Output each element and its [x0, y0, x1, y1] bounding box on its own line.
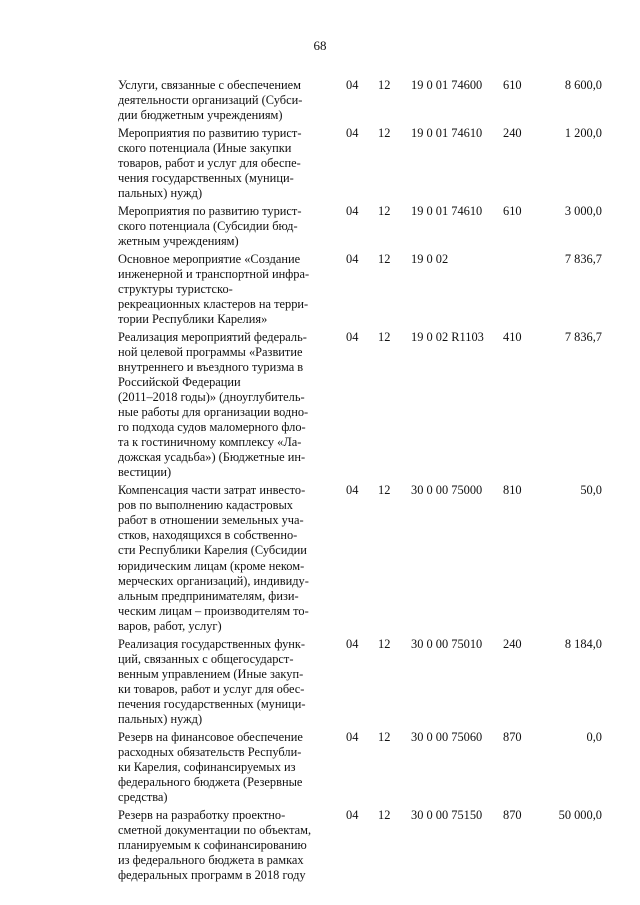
description-line: Мероприятия по развитию турист- — [118, 125, 302, 140]
expense-type-code: 610 — [503, 78, 522, 92]
section-code: 04 — [346, 203, 359, 218]
description-line: средства) — [118, 790, 168, 805]
description-line: ной целевой программы «Развитие — [118, 344, 303, 359]
description-line: Реализация мероприятий федераль- — [118, 329, 307, 344]
row-description — [118, 637, 343, 728]
expense-type-code: 870 — [503, 729, 522, 744]
subsection-code: 12 — [378, 729, 391, 744]
description-line: товаров, работ и услуг для обеспе- — [118, 155, 301, 170]
row-description — [118, 78, 343, 123]
description-line: структуры туристско- — [118, 281, 233, 296]
description-line: Услуги, связанные с обеспечением — [118, 78, 301, 92]
amount-value: 0,0 — [586, 729, 602, 744]
subsection-code: 12 — [378, 251, 391, 266]
description-line: го подхода судов маломерного фло- — [118, 420, 306, 435]
description-line: жетным учреждениям) — [118, 233, 239, 248]
description-line: альным предпринимателям, физи- — [118, 588, 299, 603]
expense-type-code: 240 — [503, 636, 522, 651]
description-line: дожская усадьба») (Бюджетные ин- — [118, 450, 306, 465]
description-line: та к гостиничному комплексу «Ла- — [118, 435, 302, 450]
amount-value: 3 000,0 — [564, 203, 602, 218]
amount-value: 50 000,0 — [558, 807, 602, 822]
target-article-code: 19 0 01 74610 — [411, 203, 483, 218]
description-line: чения государственных (муници- — [118, 171, 294, 186]
description-line: планируемым к софинансированию — [118, 837, 307, 852]
description-line: сметной документации по объектам, — [118, 822, 312, 837]
description-line: ные работы для организации водно- — [118, 405, 309, 420]
section-code: 04 — [346, 636, 359, 651]
target-article-code: 19 0 02 — [411, 251, 449, 266]
description-line: ческим лицам – производителям то- — [118, 603, 309, 618]
description-line: (2011–2018 годы)» (дноуглубитель- — [118, 389, 305, 404]
description-line: федеральных программ в 2018 году — [118, 868, 306, 883]
description-line: Мероприятия по развитию турист- — [118, 203, 302, 218]
amount-value: 50,0 — [580, 483, 602, 498]
expense-type-code: 810 — [503, 483, 522, 498]
expense-type-code: 410 — [503, 329, 522, 344]
description-line: варов, работ, услуг) — [118, 618, 222, 633]
description-line: ского потенциала (Субсидии бюд- — [118, 218, 298, 233]
description-line: расходных обязательств Республи- — [118, 744, 302, 759]
amount-value: 7 836,7 — [564, 251, 602, 266]
description-line: мерческих организаций), индивиду- — [118, 573, 309, 588]
subsection-code: 12 — [378, 78, 391, 92]
target-article-code: 19 0 01 74600 — [411, 78, 483, 92]
section-code: 04 — [346, 125, 359, 140]
description-line: ров по выполнению кадастровых — [118, 498, 293, 513]
description-line: тории Республики Карелия» — [118, 311, 268, 326]
description-line: инженерной и транспортной инфра- — [118, 266, 310, 281]
amount-value: 8 184,0 — [564, 636, 602, 651]
section-code: 04 — [346, 251, 359, 266]
description-line: юридическим лицам (кроме неком- — [118, 558, 305, 573]
target-article-code: 30 0 00 75150 — [411, 807, 483, 822]
row-description — [118, 483, 343, 634]
section-code: 04 — [346, 329, 359, 344]
description-line: Компенсация части затрат инвесто- — [118, 483, 306, 498]
description-line: ки Карелия, софинансируемых из — [118, 759, 296, 774]
description-line: пальных) нужд) — [118, 712, 203, 727]
description-line: работ в отношении земельных уча- — [118, 513, 304, 528]
section-code: 04 — [346, 807, 359, 822]
description-line: Российской Федерации — [118, 374, 241, 389]
description-line: ций, связанных с общегосударст- — [118, 651, 294, 666]
row-description — [118, 126, 343, 201]
description-line: печения государственных (муници- — [118, 696, 306, 711]
target-article-code: 30 0 00 75060 — [411, 729, 483, 744]
subsection-code: 12 — [378, 203, 391, 218]
description-line: пальных) нужд) — [118, 186, 203, 201]
page-number: 68 — [313, 38, 327, 53]
description-line: федерального бюджета (Резервные — [118, 774, 303, 789]
subsection-code: 12 — [378, 483, 391, 498]
description-line: Резерв на разработку проектно- — [118, 807, 286, 822]
section-code: 04 — [346, 729, 359, 744]
expense-type-code: 240 — [503, 125, 522, 140]
subsection-code: 12 — [378, 636, 391, 651]
description-line: Основное мероприятие «Создание — [118, 251, 301, 266]
row-description — [118, 204, 343, 249]
row-description — [118, 330, 343, 481]
row-description — [118, 730, 343, 805]
description-line: Реализация государственных функ- — [118, 636, 306, 651]
subsection-code: 12 — [378, 807, 391, 822]
description-line: рекреационных кластеров на терри- — [118, 296, 309, 311]
description-line: из федерального бюджета в рамках — [118, 852, 304, 867]
target-article-code: 19 0 02 R1103 — [411, 329, 484, 344]
section-code: 04 — [346, 78, 359, 92]
description-line: деятельности организаций (Субси- — [118, 93, 303, 108]
description-line: Резерв на финансовое обеспечение — [118, 729, 303, 744]
target-article-code: 30 0 00 75000 — [411, 483, 483, 498]
section-code: 04 — [346, 483, 359, 498]
description-line: ки товаров, работ и услуг для обес- — [118, 681, 305, 696]
target-article-code: 30 0 00 75010 — [411, 636, 483, 651]
expense-type-code: 610 — [503, 203, 522, 218]
row-description — [118, 808, 343, 883]
description-line: вестиции) — [118, 465, 172, 480]
target-article-code: 19 0 01 74610 — [411, 125, 483, 140]
description-line: сти Республики Карелия (Субсидии — [118, 543, 307, 558]
description-line: венным управлением (Иные закуп- — [118, 666, 304, 681]
subsection-code: 12 — [378, 125, 391, 140]
description-line: стков, находящихся в собственно- — [118, 528, 298, 543]
amount-value: 1 200,0 — [564, 125, 602, 140]
description-line: дии бюджетным учреждениям) — [118, 108, 283, 123]
description-line: внутреннего и въездного туризма в — [118, 359, 304, 374]
amount-value: 8 600,0 — [564, 78, 602, 92]
expense-type-code: 870 — [503, 807, 522, 822]
description-line: ского потенциала (Иные закупки — [118, 140, 292, 155]
row-description — [118, 252, 343, 327]
amount-value: 7 836,7 — [564, 329, 602, 344]
subsection-code: 12 — [378, 329, 391, 344]
